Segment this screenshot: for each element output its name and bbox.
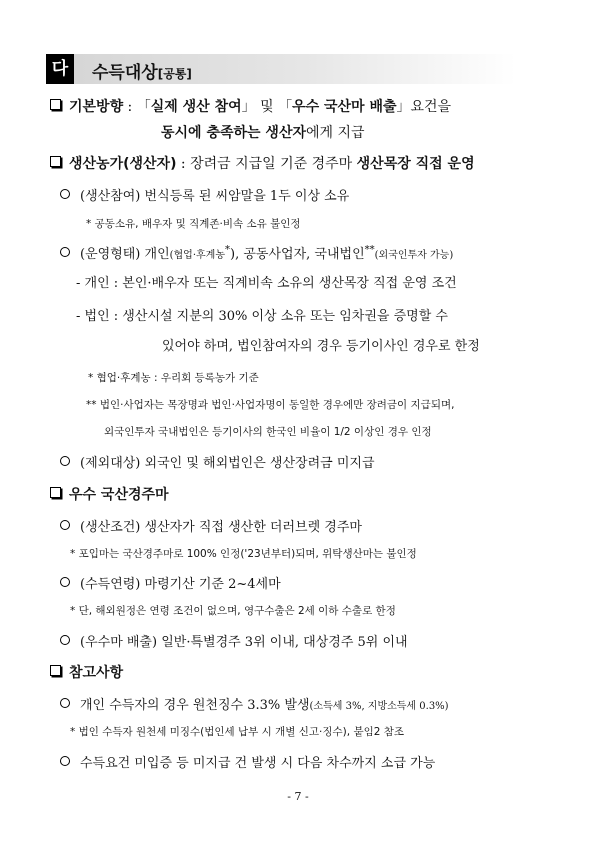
reference-withholding-note: * 법인 수득자 원천세 미징수(법인세 납부 시 개별 신고·징수), 붙임2 참조 (70, 726, 405, 738)
circle-bullet-icon (60, 635, 70, 645)
producer-note2-line1: ** 법인·사업자는 목장명과 법인·사업자명이 동일한 경우에만 장려금이 지급되며, (86, 399, 455, 411)
checkbox-bullet-icon (50, 99, 61, 110)
section-header (46, 54, 516, 84)
basic-direction-line2: 동시에 충족하는 생산자에게 지급 (161, 125, 365, 141)
racehorse-age: (수득연령) 마령기산 기준 2~4세마 (60, 573, 281, 592)
circle-bullet-icon (60, 698, 70, 708)
reference-withholding: 개인 수득자의 경우 원천징수 3.3% 발생(소득세 3%, 지방소득세 0.3%) (60, 694, 449, 713)
racehorse-production: (생산조건) 생산자가 직접 생산한 더러브렛 경주마 (60, 516, 362, 535)
circle-bullet-icon (60, 189, 70, 199)
section-tag: [공통] (157, 67, 192, 81)
racehorse-age-note: * 단, 해외원정은 연령 조건이 없으며, 영구수출은 2세 이하 수출로 한정 (70, 605, 396, 617)
section-title: 수득대상[공통] (92, 63, 192, 83)
producer-participation-note: * 공동소유, 배우자 및 직계존·비속 소유 불인정 (86, 218, 301, 230)
producer-operation: (운영형태) 개인(협업·후계농*), 공동사업자, 국내법인**(외국인투자 가능) (60, 243, 453, 262)
producer-corp-line2: 있어야 하며, 법인참여자의 경우 등기이사인 경우로 한정 (162, 339, 480, 354)
checkbox-bullet-icon (50, 487, 61, 498)
racehorse-heading: 우수 국산경주마 (50, 484, 169, 504)
page-number: - 7 - (287, 790, 309, 803)
reference-heading: 참고사항 (50, 662, 123, 682)
producer-note2-line2: 외국인투자 국내법인은 등기이사의 한국인 비율이 1/2 이상인 경우 인정 (104, 426, 432, 438)
circle-bullet-icon (60, 247, 70, 257)
racehorse-winner: (우수마 배출) 일반·특별경주 3위 이내, 대상경주 5위 이내 (60, 631, 408, 650)
circle-bullet-icon (60, 577, 70, 587)
circle-bullet-icon (60, 520, 70, 530)
reference-unpaid: 수득요건 미입증 등 미지급 건 발생 시 다음 차수까지 소급 가능 (60, 752, 435, 771)
circle-bullet-icon (60, 456, 70, 466)
basic-direction-line1: 기본방향 : 「실제 생산 참여」 및 「우수 국산마 배출」요건을 (50, 96, 451, 116)
producer-corp-line1: - 법인 : 생산시설 지분의 30% 이상 소유 또는 임차권을 증명할 수 (76, 309, 448, 324)
producer-note1: * 협업·후계농 : 우리회 등록농가 기준 (88, 372, 259, 384)
section-mark: 다 (46, 54, 74, 84)
producer-individual: - 개인 : 본인·배우자 또는 직계비속 소유의 생산목장 직접 운영 조건 (76, 276, 457, 291)
producer-exclusion: (제외대상) 외국인 및 해외법인은 생산장려금 미지급 (60, 452, 375, 471)
checkbox-bullet-icon (50, 156, 61, 167)
racehorse-production-note: * 포입마는 국산경주마로 100% 인정('23년부터)되며, 위탁생산마는 불인정 (70, 548, 417, 560)
checkbox-bullet-icon (50, 665, 61, 676)
producer-heading: 생산농가(생산자) : 장려금 지급일 기준 경주마 생산목장 직접 운영 (50, 153, 475, 173)
producer-participation: (생산참여) 번식등록 된 씨암말을 1두 이상 소유 (60, 185, 349, 204)
circle-bullet-icon (60, 756, 70, 766)
